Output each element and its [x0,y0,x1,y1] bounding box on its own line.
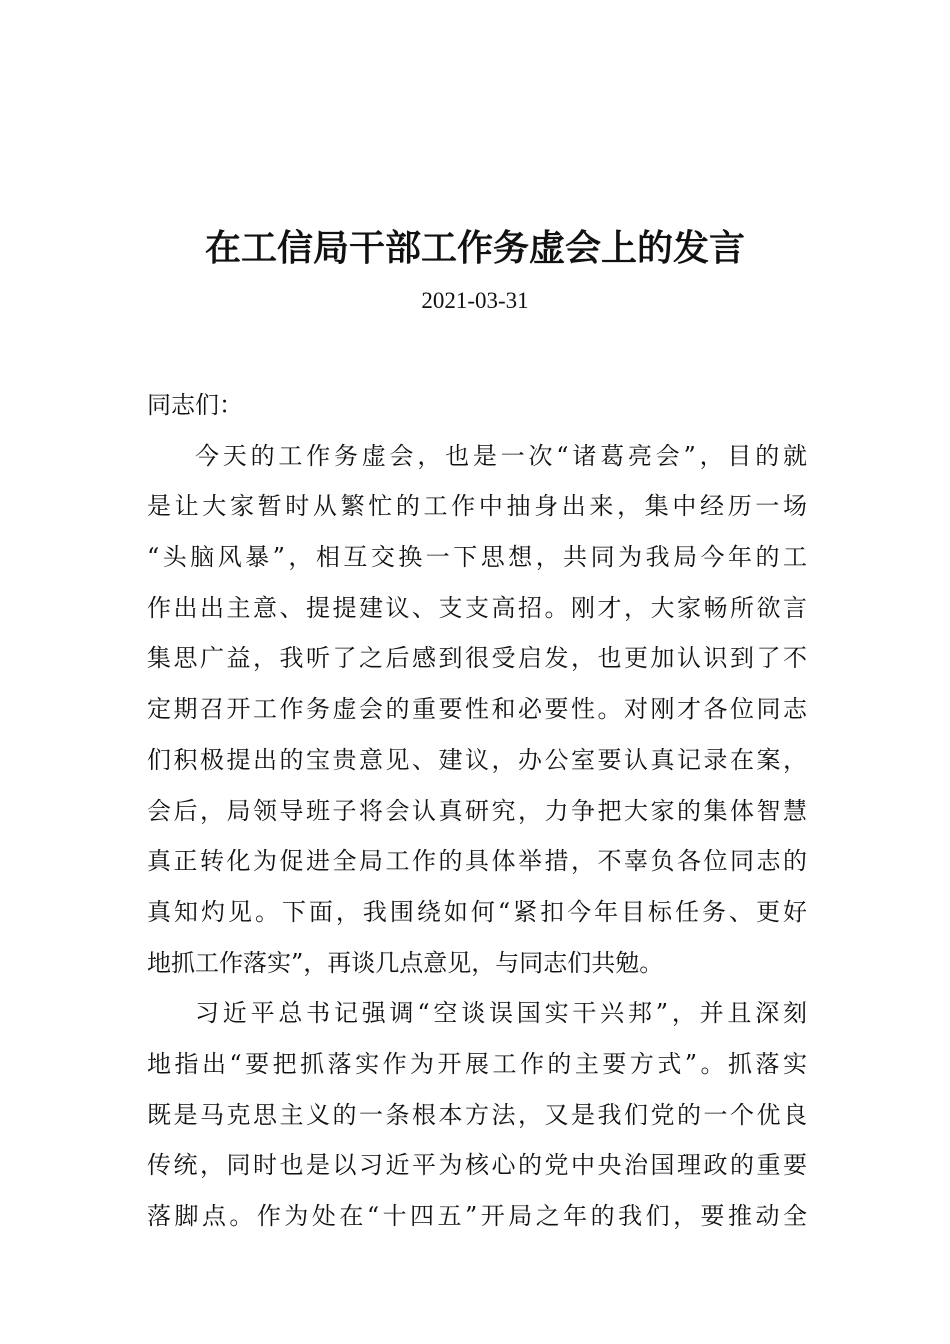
text-line: 真知灼见。下面，我围绕如何“紧扣今年目标任务、更好 [147,897,807,926]
text-line: 们积极提出的宝贵意见、建议，办公室要认真记录在案， [147,745,807,774]
text-line: 集思广益，我听了之后感到很受启发，也更加认识到了不 [147,644,807,673]
document-body [147,380,807,1242]
text-line: 传统，同时也是以习近平为核心的党中央治国理政的重要 [147,1151,807,1180]
text-line: 真正转化为促进全局工作的具体举措，不辜负各位同志的 [147,847,807,876]
text-line: 会后，局领导班子将会认真研究，力争把大家的集体智慧 [147,796,807,825]
text-line: 是让大家暂时从繁忙的工作中抽身出来，集中经历一场 [147,492,807,521]
text-line: 地抓工作落实”，再谈几点意见，与同志们共勉。 [147,948,664,977]
document-title: 在工信局干部工作务虚会上的发言 [204,227,745,269]
text-line: 地指出“要把抓落实作为开展工作的主要方式”。抓落实 [147,1049,807,1078]
text-line: 落脚点。作为处在“十四五”开局之年的我们，要推动全 [147,1202,807,1230]
text-line: 既是马克思主义的一条根本方法，又是我们党的一个优良 [147,1100,807,1129]
text-line: “头脑风暴”，相互交换一下思想，共同为我局今年的工 [147,543,807,572]
paragraph-1 [147,431,807,989]
document-date: 2021-03-31 [421,288,529,313]
salutation: 同志们： [147,391,243,419]
text-line: 今天的工作务虚会，也是一次“诸葛亮会”，目的就 [195,441,807,470]
paragraph-2 [147,988,807,1241]
text-line: 作出出主意、提提建议、支支高招。刚才，大家畅所欲言 [147,593,807,622]
text-line: 定期召开工作务虚会的重要性和必要性。对刚才各位同志 [147,695,807,724]
text-line: 习近平总书记强调“空谈误国实干兴邦”，并且深刻 [195,999,807,1028]
